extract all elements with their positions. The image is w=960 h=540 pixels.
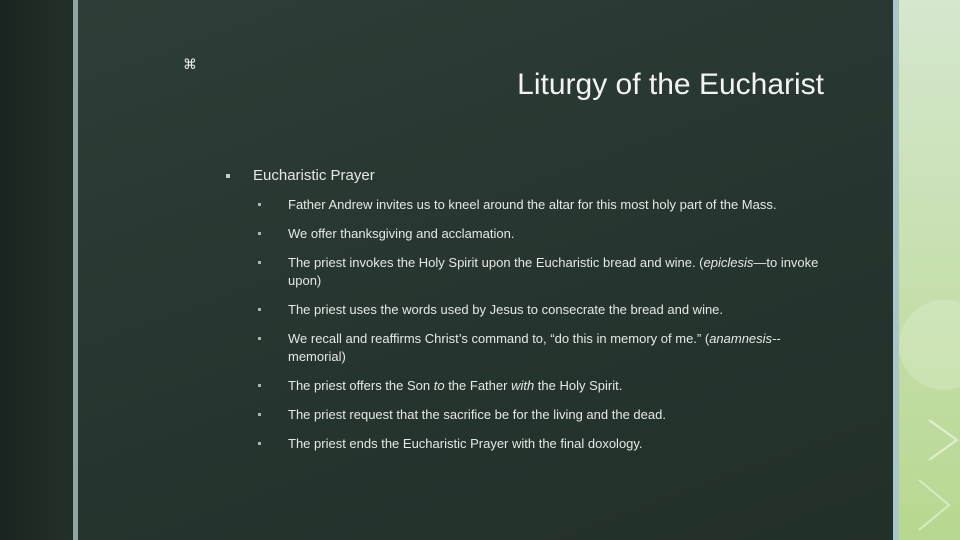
bullet-marker — [258, 203, 261, 206]
sub-bullet-text: Father Andrew invites us to kneel around the altar for this most holy part of the Mass. — [288, 197, 777, 212]
bullet-marker — [258, 337, 261, 340]
sub-bullet-text: We offer thanksgiving and acclamation. — [288, 226, 515, 241]
sub-bullet-1 — [253, 196, 833, 214]
bullet-marker — [258, 384, 261, 387]
sub-bullet-text-end: --memorial) — [288, 331, 781, 364]
sub-bullet-7 — [253, 406, 833, 424]
decorative-chevrons — [899, 0, 960, 540]
sub-bullet-text: We recall and reaffirms Christ’s command to, “do this in memory of me.” ( — [288, 331, 710, 346]
sub-bullet-5 — [253, 330, 833, 366]
sub-bullet-text: The priest offers the Son — [288, 378, 434, 393]
slide-content — [226, 166, 836, 464]
main-bullet — [226, 166, 836, 186]
slide-title: Liturgy of the Eucharist — [517, 68, 824, 101]
sub-bullet-6 — [253, 377, 833, 395]
bullet-marker — [258, 308, 261, 311]
sub-bullet-text-mid: the Father — [444, 378, 512, 393]
emphasis-to: to — [433, 378, 445, 393]
command-icon: ⌘ — [183, 57, 197, 73]
main-bullet-text: Eucharistic Prayer — [253, 167, 375, 184]
sub-bullet-text: The priest uses the words used by Jesus to consecrate the bread and wine. — [288, 302, 724, 317]
bullet-marker — [258, 413, 261, 416]
term-epiclesis: epiclesis — [703, 255, 754, 270]
sub-bullet-text: The priest ends the Eucharistic Prayer with the final doxology. — [288, 436, 643, 451]
sub-bullet-3 — [253, 254, 833, 290]
term-anamnesis: anamnesis — [709, 331, 773, 346]
left-decorative-strip — [0, 0, 72, 540]
bullet-marker — [258, 261, 261, 264]
sub-bullet-2 — [253, 225, 833, 243]
bullet-marker — [258, 442, 261, 445]
sub-bullet-4 — [253, 301, 833, 319]
sub-bullet-list — [226, 196, 836, 453]
emphasis-with: with — [511, 378, 535, 393]
sub-bullet-8 — [253, 435, 833, 453]
bullet-marker — [226, 174, 230, 178]
sub-bullet-text: The priest invokes the Holy Spirit upon the Eucharistic bread and wine. ( — [288, 255, 704, 270]
sub-bullet-text-end: the Holy Spirit. — [534, 378, 623, 393]
bullet-marker — [258, 232, 261, 235]
sub-bullet-text-end: —to invoke upon) — [288, 255, 819, 288]
sub-bullet-text: The priest request that the sacrifice be for the living and the dead. — [288, 407, 666, 422]
right-decorative-strip — [899, 0, 960, 540]
